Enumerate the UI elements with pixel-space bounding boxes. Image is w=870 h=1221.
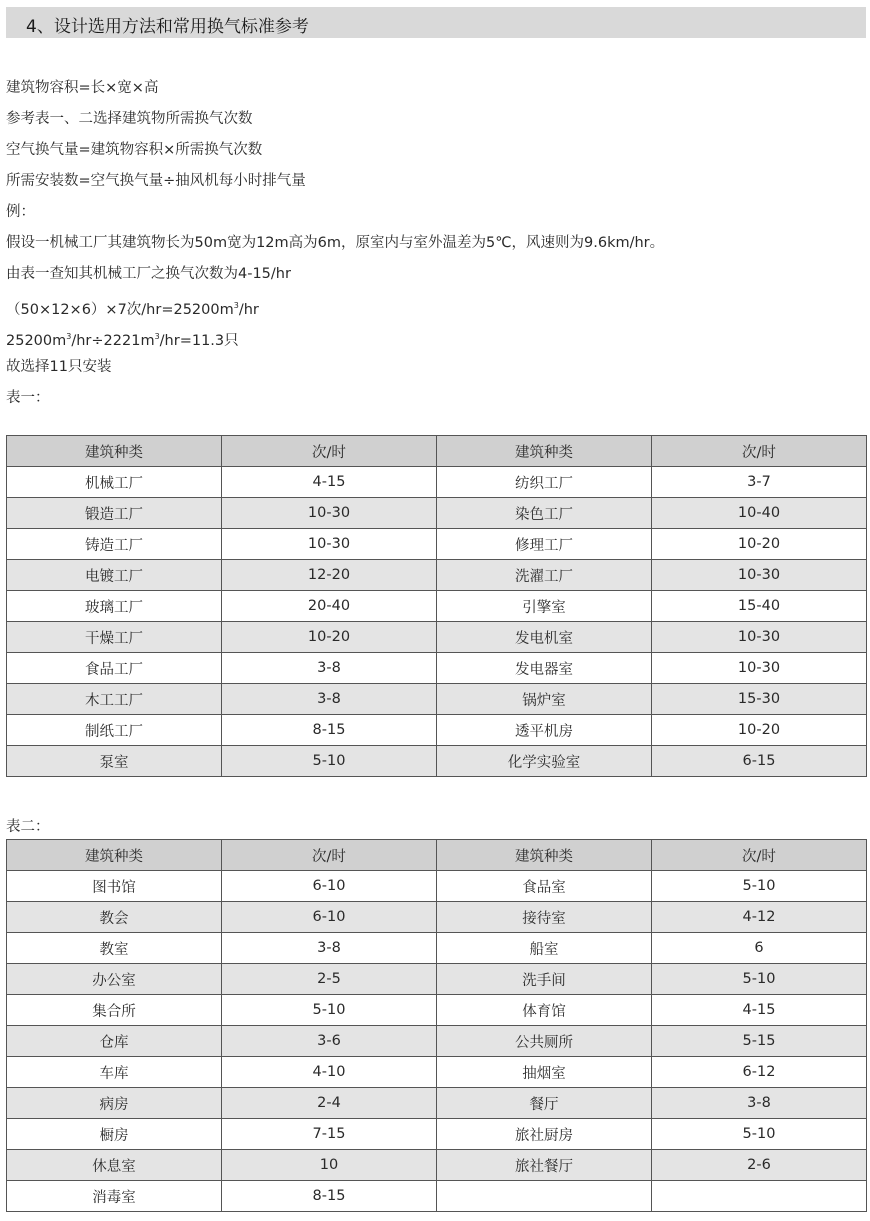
cell-building-type: 发电机室: [437, 622, 652, 653]
cell-rate: 2-5: [222, 964, 437, 995]
cell-rate: 6-10: [222, 902, 437, 933]
volume-formula: 建筑物容积=长×宽×高: [6, 80, 159, 96]
cell-building-type: 餐厅: [437, 1088, 652, 1119]
table-row: [7, 871, 867, 902]
cell-building-type: 锻造工厂: [7, 498, 222, 529]
cell-building-type: 集合所: [7, 995, 222, 1026]
cell-building-type: 锅炉室: [437, 684, 652, 715]
cell-rate: 5-10: [652, 964, 867, 995]
table-row: [7, 902, 867, 933]
cell-rate: 10-20: [652, 715, 867, 746]
table-row: [7, 1026, 867, 1057]
cell-building-type: 旅社餐厅: [437, 1150, 652, 1181]
table-row: [7, 467, 867, 498]
cell-building-type: 洗濯工厂: [437, 560, 652, 591]
table-header-row: [7, 840, 867, 871]
cell-building-type: 染色工厂: [437, 498, 652, 529]
cell-building-type: 旅社厨房: [437, 1119, 652, 1150]
cell-rate: 10-40: [652, 498, 867, 529]
cell-building-type: 体育馆: [437, 995, 652, 1026]
table-row: [7, 1057, 867, 1088]
cell-rate: 4-10: [222, 1057, 437, 1088]
cell-building-type: 干燥工厂: [7, 622, 222, 653]
cell-rate: 6-10: [222, 871, 437, 902]
cell-rate: 15-40: [652, 591, 867, 622]
table1-body: [7, 467, 867, 777]
cell-building-type: 引擎室: [437, 591, 652, 622]
cell-rate: 5-15: [652, 1026, 867, 1057]
body-text: [6, 73, 866, 414]
table-row: [7, 995, 867, 1026]
cell-rate: 8-15: [222, 715, 437, 746]
cell-building-type: 制纸工厂: [7, 715, 222, 746]
table-row: [7, 498, 867, 529]
header-rate: 次/时: [652, 840, 867, 871]
cell-rate: 3-7: [652, 467, 867, 498]
cell-rate: 3-8: [652, 1088, 867, 1119]
cell-rate: 10: [222, 1150, 437, 1181]
header-rate: 次/时: [222, 840, 437, 871]
cell-rate: 10-30: [652, 653, 867, 684]
cell-rate: 10-30: [222, 529, 437, 560]
section-header-bar: [6, 7, 866, 38]
table2-body: [7, 871, 867, 1212]
calc-line-1: （50×12×6）×7次$/hr=25200m^3/hr$: [6, 301, 259, 318]
cell-rate: 4-15: [222, 467, 437, 498]
cell-rate: 6-15: [652, 746, 867, 777]
cell-rate: 3-8: [222, 933, 437, 964]
cell-rate: 15-30: [652, 684, 867, 715]
cell-rate: 10-30: [652, 622, 867, 653]
table-row: [7, 622, 867, 653]
cell-rate: 3-8: [222, 684, 437, 715]
header-rate: 次/时: [652, 436, 867, 467]
cell-rate: 2-6: [652, 1150, 867, 1181]
cell-building-type: 图书馆: [7, 871, 222, 902]
airflow-formula: 空气换气量=建筑物容积×所需换气次数: [6, 142, 263, 158]
cell-rate: 5-10: [222, 746, 437, 777]
cell-building-type: 化学实验室: [437, 746, 652, 777]
example-heading: 例：: [6, 204, 35, 220]
cell-building-type: 橱房: [7, 1119, 222, 1150]
cell-building-type: 机械工厂: [7, 467, 222, 498]
cell-building-type: 公共厕所: [437, 1026, 652, 1057]
cell-building-type: 接待室: [437, 902, 652, 933]
cell-building-type: 铸造工厂: [7, 529, 222, 560]
cell-building-type: 食品室: [437, 871, 652, 902]
cell-building-type: 食品工厂: [7, 653, 222, 684]
cell-building-type: [437, 1181, 652, 1212]
cell-rate: 2-4: [222, 1088, 437, 1119]
ventilation-table-2: [6, 839, 867, 1212]
example-assumption: 假设一机械工厂其建筑物长为50m宽为12m高为6m，原室内与室外温差为5℃，风速则为9.6km/hr。: [6, 235, 665, 251]
table1-label: 表一：: [6, 390, 50, 406]
cell-building-type: 病房: [7, 1088, 222, 1119]
header-rate: 次/时: [222, 436, 437, 467]
table-row: [7, 591, 867, 622]
cell-building-type: 玻璃工厂: [7, 591, 222, 622]
cell-building-type: 木工工厂: [7, 684, 222, 715]
cell-rate: 5-10: [222, 995, 437, 1026]
cell-building-type: 船室: [437, 933, 652, 964]
header-building-type: 建筑种类: [7, 840, 222, 871]
cell-building-type: 休息室: [7, 1150, 222, 1181]
ventilation-table-1: [6, 435, 867, 777]
cell-rate: 4-15: [652, 995, 867, 1026]
cell-rate: [652, 1181, 867, 1212]
header-building-type: 建筑种类: [437, 436, 652, 467]
cell-rate: 4-12: [652, 902, 867, 933]
section-title: 4、设计选用方法和常用换气标准参考: [26, 17, 309, 37]
cell-building-type: 修理工厂: [437, 529, 652, 560]
cell-building-type: 电镀工厂: [7, 560, 222, 591]
table-row: [7, 1119, 867, 1150]
cell-building-type: 办公室: [7, 964, 222, 995]
table-row: [7, 746, 867, 777]
table-row: [7, 1150, 867, 1181]
table2-label: 表二：: [6, 819, 50, 835]
cell-building-type: 车库: [7, 1057, 222, 1088]
cell-rate: 12-20: [222, 560, 437, 591]
cell-rate: 6-12: [652, 1057, 867, 1088]
table-row: [7, 933, 867, 964]
cell-building-type: 消毒室: [7, 1181, 222, 1212]
cell-building-type: 洗手间: [437, 964, 652, 995]
cell-rate: 20-40: [222, 591, 437, 622]
install-count-formula: 所需安装数=空气换气量÷抽风机每小时排气量: [6, 173, 306, 189]
cell-building-type: 纺织工厂: [437, 467, 652, 498]
table-row: [7, 653, 867, 684]
table-header-row: [7, 436, 867, 467]
cell-building-type: 透平机房: [437, 715, 652, 746]
cell-rate: 5-10: [652, 871, 867, 902]
cell-building-type: 仓库: [7, 1026, 222, 1057]
table-row: [7, 684, 867, 715]
cell-building-type: 发电器室: [437, 653, 652, 684]
cell-rate: 10-30: [222, 498, 437, 529]
cell-rate: 10-20: [652, 529, 867, 560]
cell-rate: 3-8: [222, 653, 437, 684]
table-row: [7, 1088, 867, 1119]
header-building-type: 建筑种类: [437, 840, 652, 871]
cell-rate: 3-6: [222, 1026, 437, 1057]
cell-rate: 10-20: [222, 622, 437, 653]
cell-rate: 8-15: [222, 1181, 437, 1212]
table-row: [7, 529, 867, 560]
calc-line-2: $25200m^3/hr\div 2221m^3/hr=11.3$只: [6, 332, 239, 349]
header-building-type: 建筑种类: [7, 436, 222, 467]
cell-rate: 7-15: [222, 1119, 437, 1150]
table-row: [7, 964, 867, 995]
cell-building-type: 教会: [7, 902, 222, 933]
table-row: [7, 560, 867, 591]
cell-building-type: 教室: [7, 933, 222, 964]
example-lookup: 由表一查知其机械工厂之换气次数为4-15/hr: [6, 266, 291, 282]
cell-rate: 10-30: [652, 560, 867, 591]
table-reference-note: 参考表一、二选择建筑物所需换气次数: [6, 111, 253, 127]
conclusion-line: 故选择11只安装: [6, 359, 112, 375]
table-row: [7, 1181, 867, 1212]
cell-building-type: 泵室: [7, 746, 222, 777]
cell-building-type: 抽烟室: [437, 1057, 652, 1088]
cell-rate: 6: [652, 933, 867, 964]
cell-rate: 5-10: [652, 1119, 867, 1150]
table-row: [7, 715, 867, 746]
